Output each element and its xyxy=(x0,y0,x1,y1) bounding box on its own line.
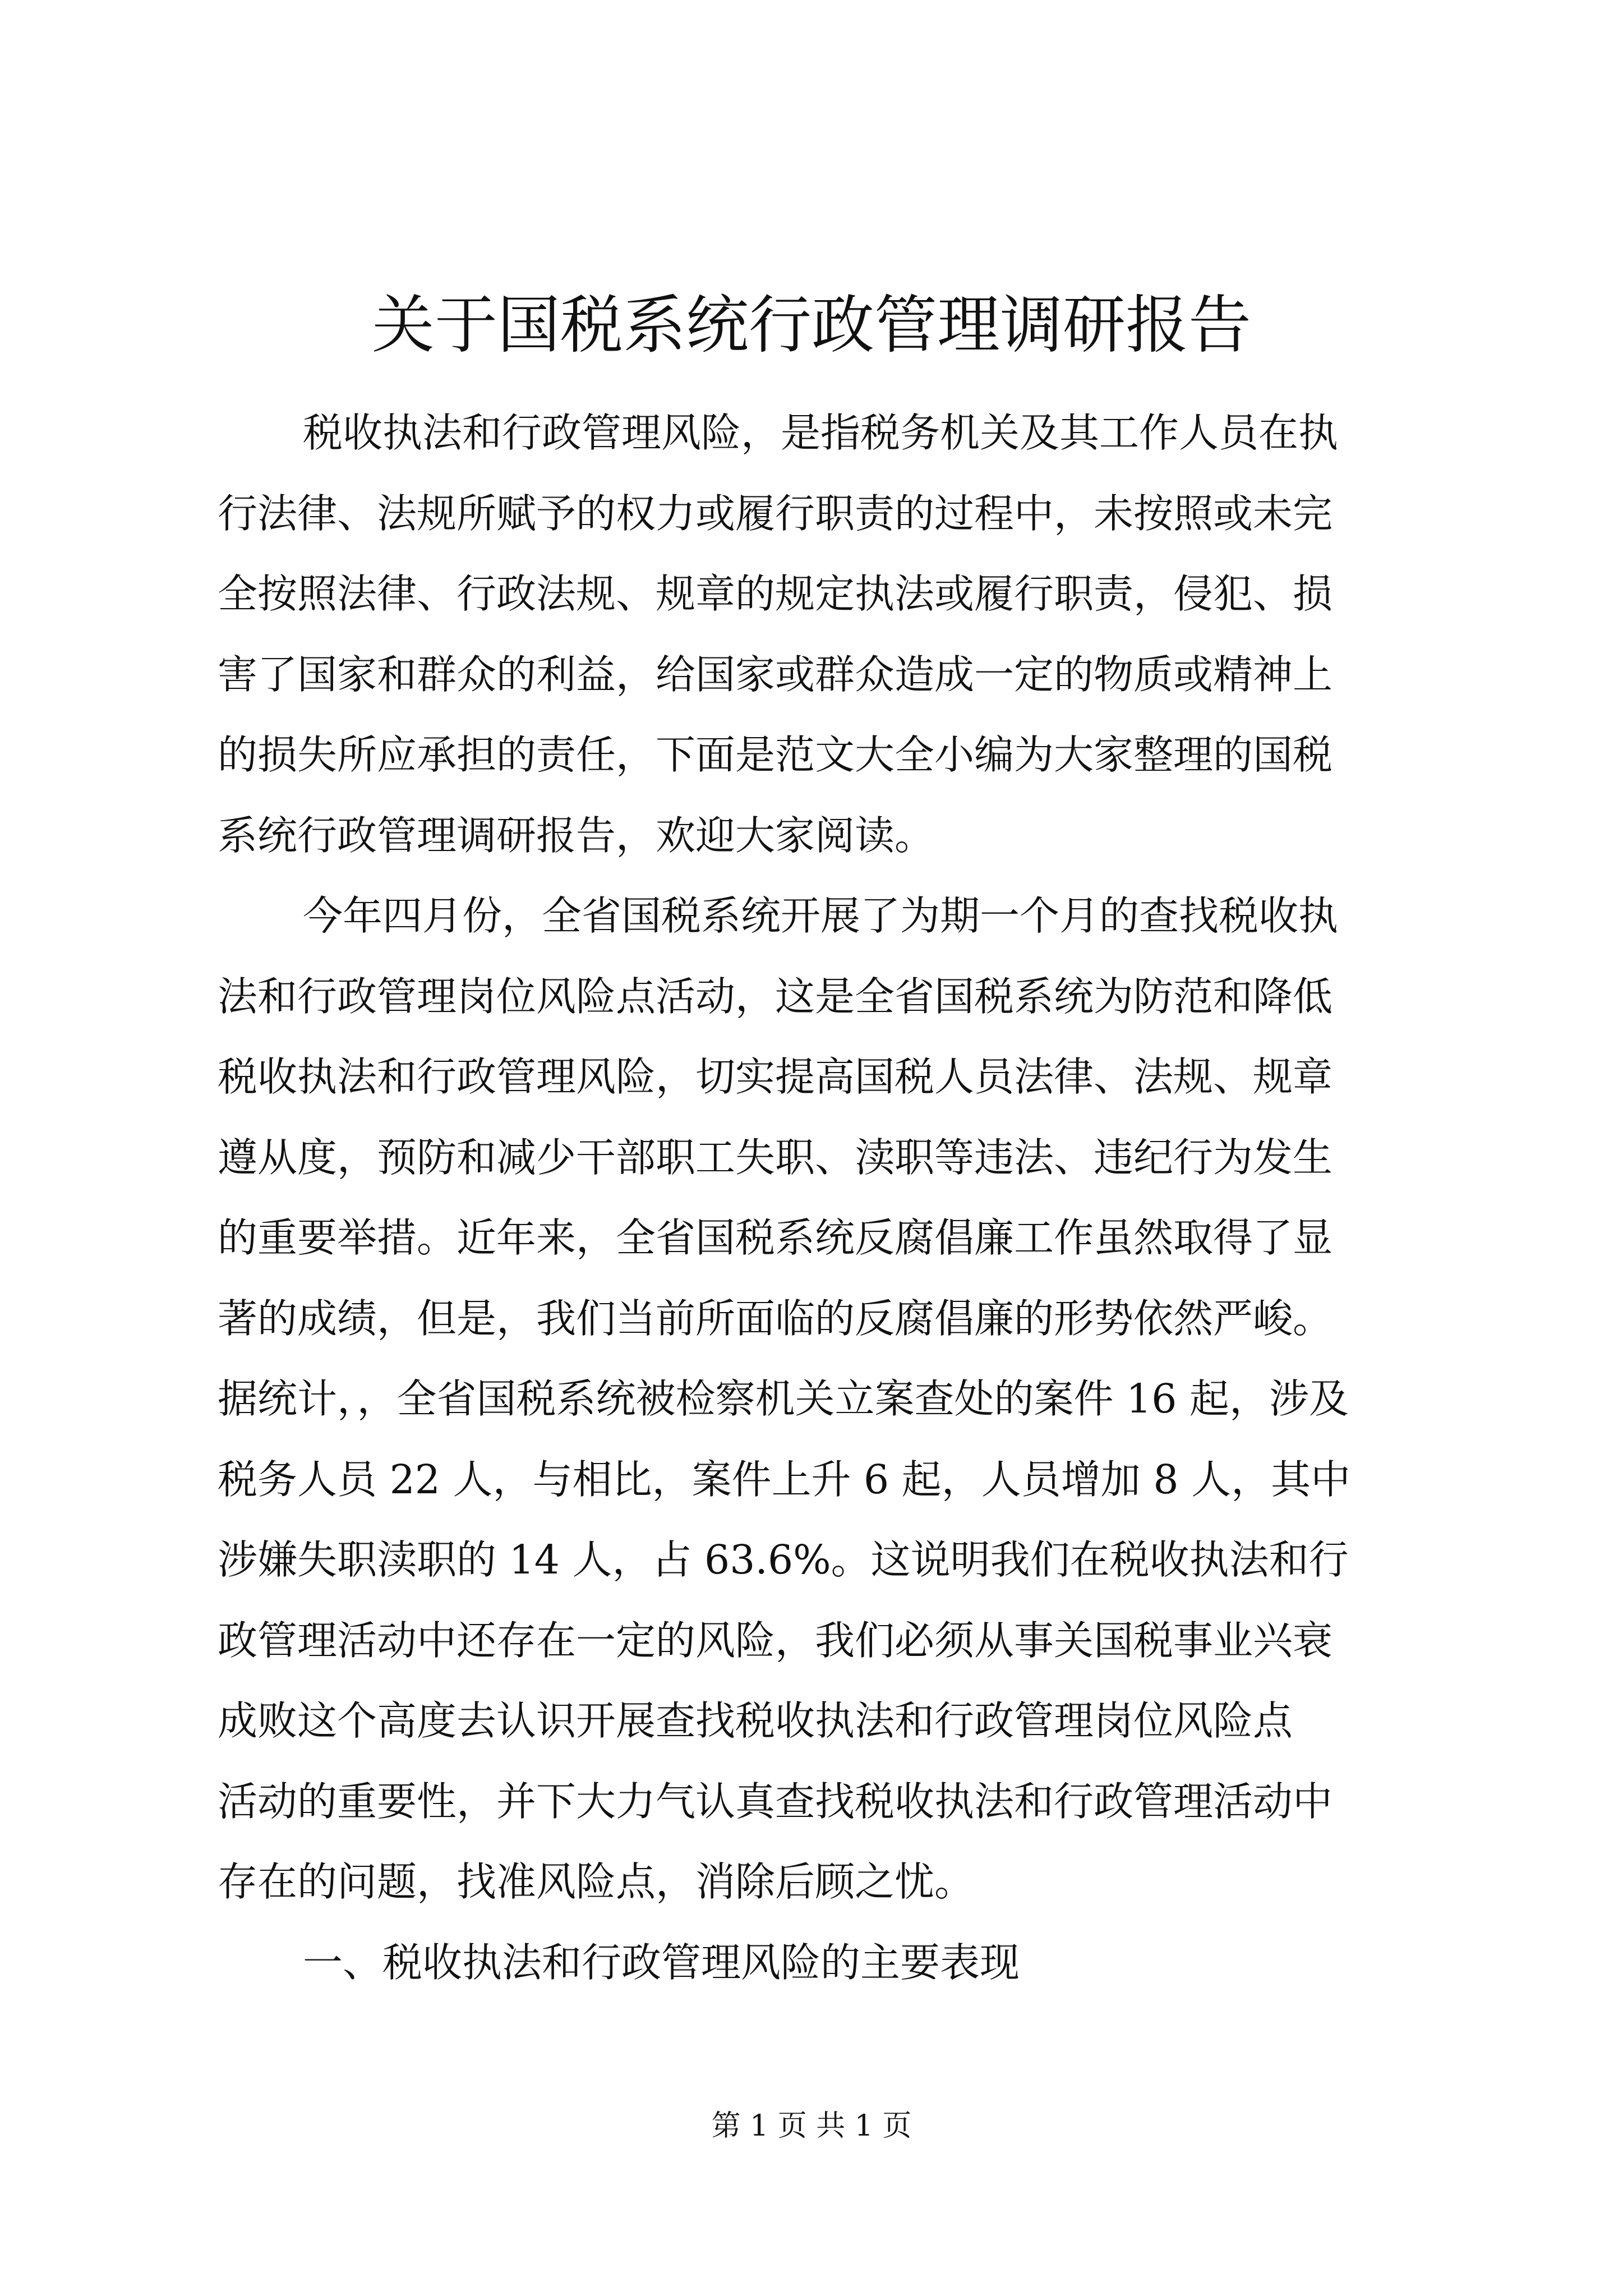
section-heading xyxy=(218,1922,1411,2003)
paragraph-line: 害了国家和群众的利益，给国家或群众造成一定的物质或精神上 xyxy=(218,651,1333,698)
page-footer: 第 1 页 共 1 页 xyxy=(711,2109,912,2143)
paragraph-line: 著的成绩，但是，我们当前所面临的反腐倡廉的形势依然严峻。 xyxy=(218,1295,1333,1342)
paragraph-intro xyxy=(218,393,1411,876)
paragraph-line: 涉嫌失职渎职的 14 人，占 63.6%。这说明我们在税收执法和行 xyxy=(218,1536,1349,1583)
document-title: 关于国税系统行政管理调研报告 xyxy=(372,289,1251,362)
paragraph-line: 系统行政管理调研报告，欢迎大家阅读。 xyxy=(218,812,935,859)
paragraph-line: 今年四月份，全省国税系统开展了为期一个月的查找税收执 xyxy=(303,892,1339,939)
paragraph-line: 据统计，，全省国税系统被检察机关立案查处的案件 16 起，涉及 xyxy=(218,1375,1349,1422)
paragraph-line: 成败这个高度去认识开展查找税收执法和行政管理岗位风险点 xyxy=(218,1697,1293,1744)
section-heading-line: 一、税收执法和行政管理风险的主要表现 xyxy=(303,1939,1020,1986)
paragraph-line: 行法律、法规所赋予的权力或履行职责的过程中，未按照或未完 xyxy=(218,490,1333,537)
paragraph-line: 政管理活动中还存在一定的风险，我们必须从事关国税事业兴衰 xyxy=(218,1617,1333,1664)
paragraph-line: 活动的重要性，并下大力气认真查找税收执法和行政管理活动中 xyxy=(218,1778,1333,1825)
paragraph-line: 税务人员 22 人，与相比，案件上升 6 起，人员增加 8 人，其中 xyxy=(218,1456,1351,1503)
paragraph-line: 的损失所应承担的责任，下面是范文大全小编为大家整理的国税 xyxy=(218,731,1333,778)
paragraph-line: 税收执法和行政管理风险，切实提高国税人员法律、法规、规章 xyxy=(218,1053,1333,1100)
paragraph-line: 存在的问题，找准风险点，消除后顾之忧。 xyxy=(218,1858,975,1905)
paragraph-line: 遵从度，预防和减少干部职工失职、渎职等违法、违纪行为发生 xyxy=(218,1134,1333,1181)
paragraph-line: 全按照法律、行政法规、规章的规定执法或履行职责，侵犯、损 xyxy=(218,570,1333,617)
paragraph-line: 法和行政管理岗位风险点活动，这是全省国税系统为防范和降低 xyxy=(218,973,1333,1020)
paragraph-background xyxy=(218,876,1411,1922)
paragraph-line: 税收执法和行政管理风险，是指税务机关及其工作人员在执 xyxy=(303,409,1339,456)
paragraph-line: 的重要举措。近年来，全省国税系统反腐倡廉工作虽然取得了显 xyxy=(218,1214,1333,1261)
document-body xyxy=(218,393,1411,2003)
